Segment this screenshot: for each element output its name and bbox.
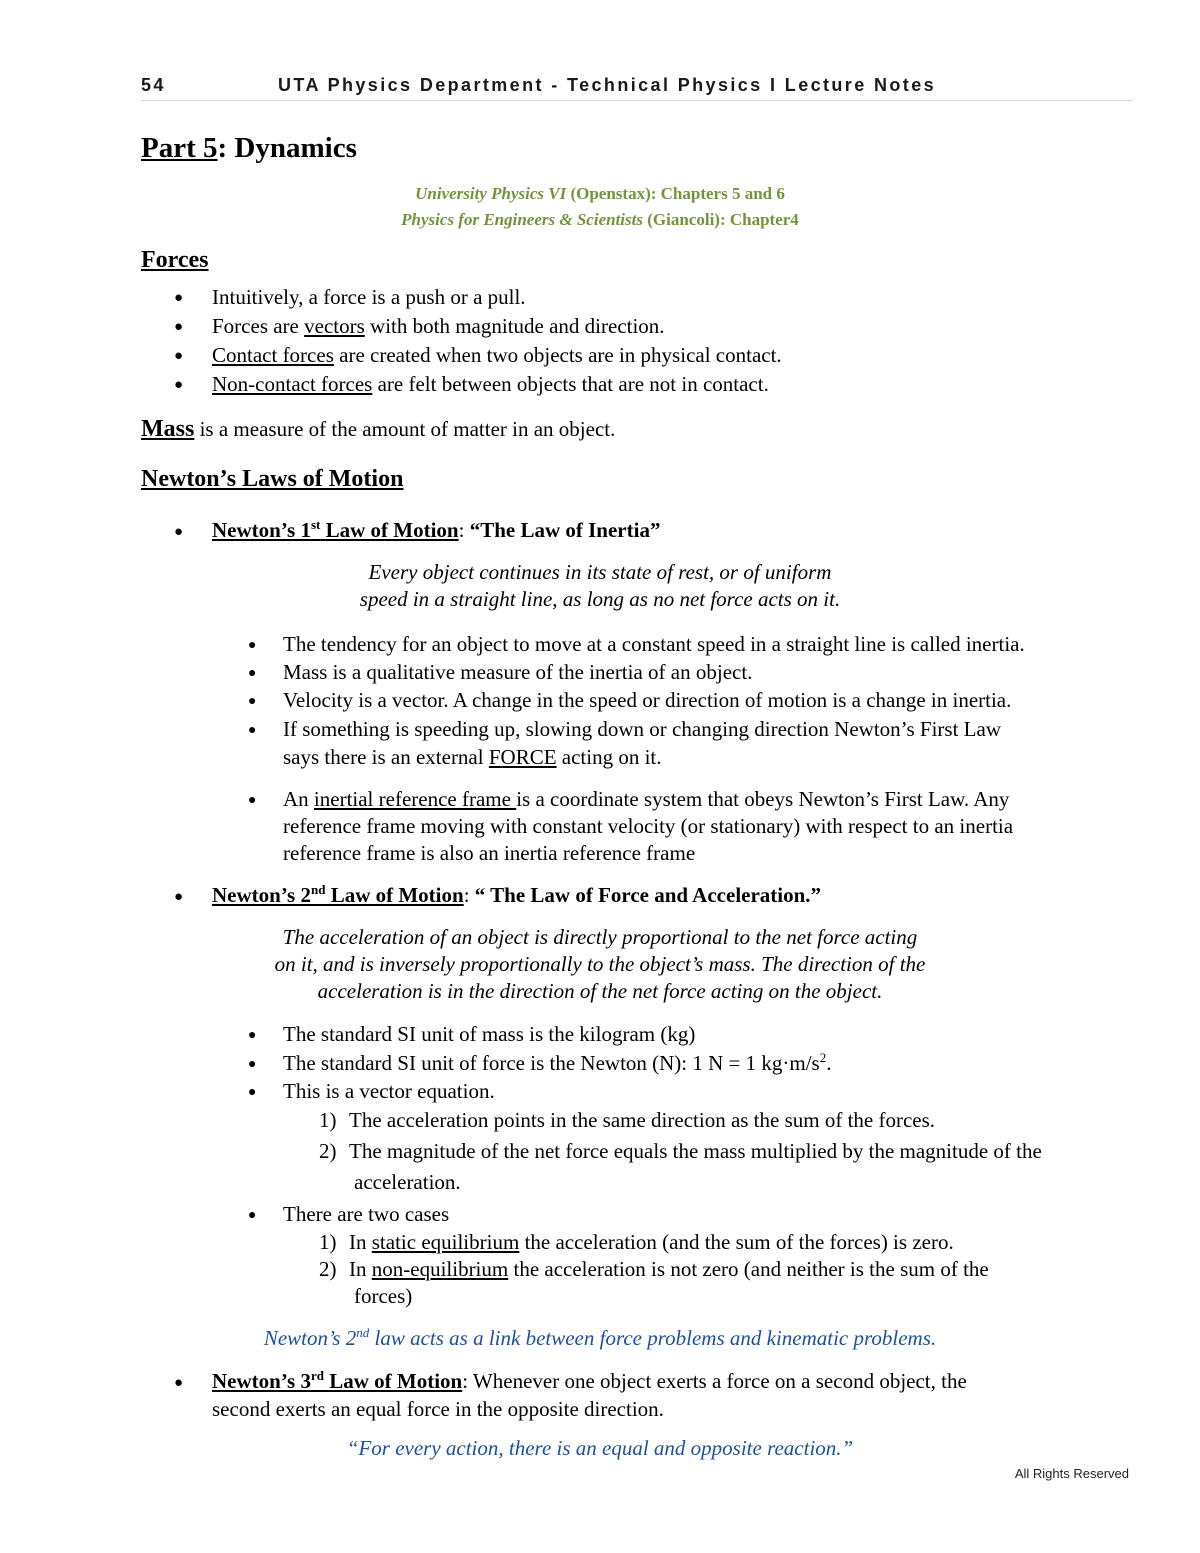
forces-bullet-4 — [212, 372, 769, 397]
text-run: Newton’s 3 — [212, 1369, 311, 1393]
forces-bullet-2 — [212, 314, 665, 339]
bullet-icon: ● — [248, 1028, 257, 1043]
text-run: the acceleration (and the sum of the forces) is zero. — [519, 1230, 954, 1254]
list-number: 1) — [319, 1108, 337, 1132]
list-number: 2) — [319, 1257, 337, 1281]
term-static-equilibrium: static equilibrium — [371, 1230, 520, 1254]
term-non-equilibrium: non-equilibrium — [371, 1257, 509, 1281]
third-law-label — [212, 1369, 462, 1393]
bullet-icon: ● — [248, 1085, 257, 1100]
text-run: The standard SI unit of force is the Newton (N): 1 N = 1 kg·m/s — [283, 1051, 820, 1075]
second-law-quote-line-3: acceleration is in the direction of the net force acting on the object. — [317, 979, 883, 1003]
bullet-icon: ● — [248, 793, 257, 808]
first-law-point-4-line-2 — [283, 745, 662, 770]
third-law-quote: “For every action, there is an equal and opposite reaction.” — [346, 1436, 854, 1460]
first-law-point-1: The tendency for an object to move at a constant speed in a straight line is called inertia. — [283, 632, 1025, 656]
text-run: Newton’s 2 — [212, 883, 311, 907]
first-law-point-5-line-1 — [283, 787, 1009, 812]
text-run: : — [458, 518, 470, 542]
first-law-quote-line-1: Every object continues in its state of rest, or of uniform — [368, 560, 832, 584]
text-run: . — [826, 1051, 832, 1075]
superscript: 2 — [819, 1050, 827, 1065]
newtons-laws-heading: Newton’s Laws of Motion — [141, 466, 404, 492]
bullet-icon: ● — [174, 889, 184, 905]
bullet-icon: ● — [248, 1057, 257, 1072]
text-run: Forces are — [212, 314, 305, 338]
superscript: nd — [356, 1325, 370, 1340]
text-run: Law of Motion — [325, 883, 464, 907]
reference-2 — [0, 210, 1200, 230]
reference-1 — [0, 184, 1200, 204]
text-run: In — [349, 1257, 372, 1281]
text-run: Law of Motion — [320, 518, 459, 542]
reference-1-rest: (Openstax): Chapters 5 and 6 — [566, 184, 785, 203]
forces-bullet-1: Intuitively, a force is a push or a pull. — [212, 285, 526, 309]
mass-definition — [141, 416, 615, 443]
first-law-quote-line-2: speed in a straight line, as long as no net force acts on it. — [359, 587, 841, 611]
bullet-icon: ● — [248, 666, 257, 681]
bullet-icon: ● — [248, 723, 257, 738]
superscript: st — [310, 517, 321, 532]
bullet-icon: ● — [174, 1375, 184, 1391]
second-law-point-2 — [283, 1051, 831, 1076]
footer-rights: All Rights Reserved — [1014, 1466, 1129, 1481]
second-law-point-1: The standard SI unit of mass is the kilogram (kg) — [283, 1022, 696, 1046]
first-law-name: “The Law of Inertia” — [469, 518, 661, 542]
text-run: says there is an external — [283, 745, 489, 769]
first-law-point-5-line-3: reference frame is also an inertia reference frame — [283, 841, 696, 865]
first-law-point-2: Mass is a qualitative measure of the inertia of an object. — [283, 660, 753, 684]
forces-heading: Forces — [141, 247, 209, 273]
term-contact-forces: Contact forces — [212, 343, 334, 367]
case-non-equilibrium-line-1 — [349, 1257, 989, 1282]
first-law-title — [212, 518, 660, 543]
superscript: nd — [310, 882, 326, 897]
bullet-icon: ● — [174, 319, 184, 335]
second-law-point-3: This is a vector equation. — [283, 1079, 495, 1103]
text-run: with both magnitude and direction. — [364, 314, 665, 338]
text-run: Whenever one object exerts a force on a second object, the — [468, 1369, 967, 1393]
second-law-quote-line-2: on it, and is inversely proportionally to the object’s mass. The direction of the — [274, 952, 926, 976]
third-law-line-1 — [212, 1369, 967, 1394]
text-run: is a measure of the amount of matter in an object. — [194, 417, 616, 441]
page-header — [141, 72, 1133, 101]
second-law-title — [212, 883, 821, 908]
text-run: are created when two objects are in physical contact. — [333, 343, 782, 367]
second-law-name: “ The Law of Force and Acceleration.” — [474, 883, 822, 907]
text-run: In — [349, 1230, 372, 1254]
page-number: 54 — [141, 75, 166, 95]
text-run: the acceleration is not zero (and neither is the sum of the — [508, 1257, 989, 1281]
bullet-icon: ● — [174, 524, 184, 540]
second-law-numbered-1: The acceleration points in the same direction as the sum of the forces. — [349, 1108, 936, 1132]
text-run: Newton’s 2 — [263, 1326, 357, 1350]
part-rest: : Dynamics — [217, 132, 357, 164]
reference-2-title: Physics for Engineers & Scientists — [401, 210, 643, 229]
first-law-label — [212, 518, 459, 542]
first-law-point-5-line-2: reference frame moving with constant velocity (or stationary) with respect to an inertia — [283, 814, 1014, 838]
second-law-label — [212, 883, 464, 907]
bullet-icon: ● — [248, 638, 257, 653]
list-number: 2) — [319, 1139, 337, 1163]
text-run: An — [283, 787, 314, 811]
bullet-icon: ● — [174, 377, 184, 393]
text-run: law acts as a link between force problems and kinematic problems. — [369, 1326, 937, 1350]
bullet-icon: ● — [174, 348, 184, 364]
text-run: are felt between objects that are not in contact. — [372, 372, 769, 396]
forces-bullet-3 — [212, 343, 782, 368]
superscript: rd — [310, 1368, 324, 1383]
case-static-equilibrium — [349, 1230, 954, 1255]
part-title — [141, 132, 357, 165]
text-run: acting on it. — [556, 745, 662, 769]
part-label: Part 5 — [141, 132, 218, 164]
text-run: : — [463, 883, 475, 907]
case-non-equilibrium-line-2: forces) — [354, 1284, 413, 1308]
term-force: FORCE — [488, 745, 557, 769]
text-run: : — [462, 1369, 469, 1393]
second-law-quote-line-1: The acceleration of an object is directly proportional to the net force acting — [282, 925, 918, 949]
third-law-line-2: second exerts an equal force in the opposite direction. — [212, 1397, 664, 1421]
second-law-numbered-2-line-2: acceleration. — [354, 1170, 461, 1194]
text-run: Newton’s 1 — [212, 518, 311, 542]
header-title: UTA Physics Department - Technical Physics I Lecture Notes — [278, 75, 937, 95]
list-number: 1) — [319, 1230, 337, 1254]
reference-1-title: University Physics VI — [415, 184, 567, 203]
reference-2-rest: (Giancoli): Chapter4 — [642, 210, 799, 229]
bullet-icon: ● — [248, 694, 257, 709]
term-inertial-reference-frame: inertial reference frame — [313, 787, 517, 811]
first-law-point-3: Velocity is a vector. A change in the speed or direction of motion is a change in inertia. — [283, 688, 1012, 712]
bullet-icon: ● — [174, 290, 184, 306]
second-law-numbered-2-line-1: The magnitude of the net force equals the mass multiplied by the magnitude of the — [349, 1139, 1042, 1163]
bullet-icon: ● — [248, 1208, 257, 1223]
term-vectors: vectors — [304, 314, 365, 338]
text-run: Law of Motion — [323, 1369, 463, 1393]
term-non-contact-forces: Non-contact forces — [212, 372, 373, 396]
second-law-point-4: There are two cases — [283, 1202, 450, 1226]
text-run: is a coordinate system that obeys Newton’s First Law. Any — [516, 787, 1010, 811]
first-law-point-4-line-1: If something is speeding up, slowing down or changing direction Newton’s First Law — [283, 717, 1001, 741]
term-mass: Mass — [141, 416, 195, 442]
second-law-note — [0, 1326, 1200, 1351]
